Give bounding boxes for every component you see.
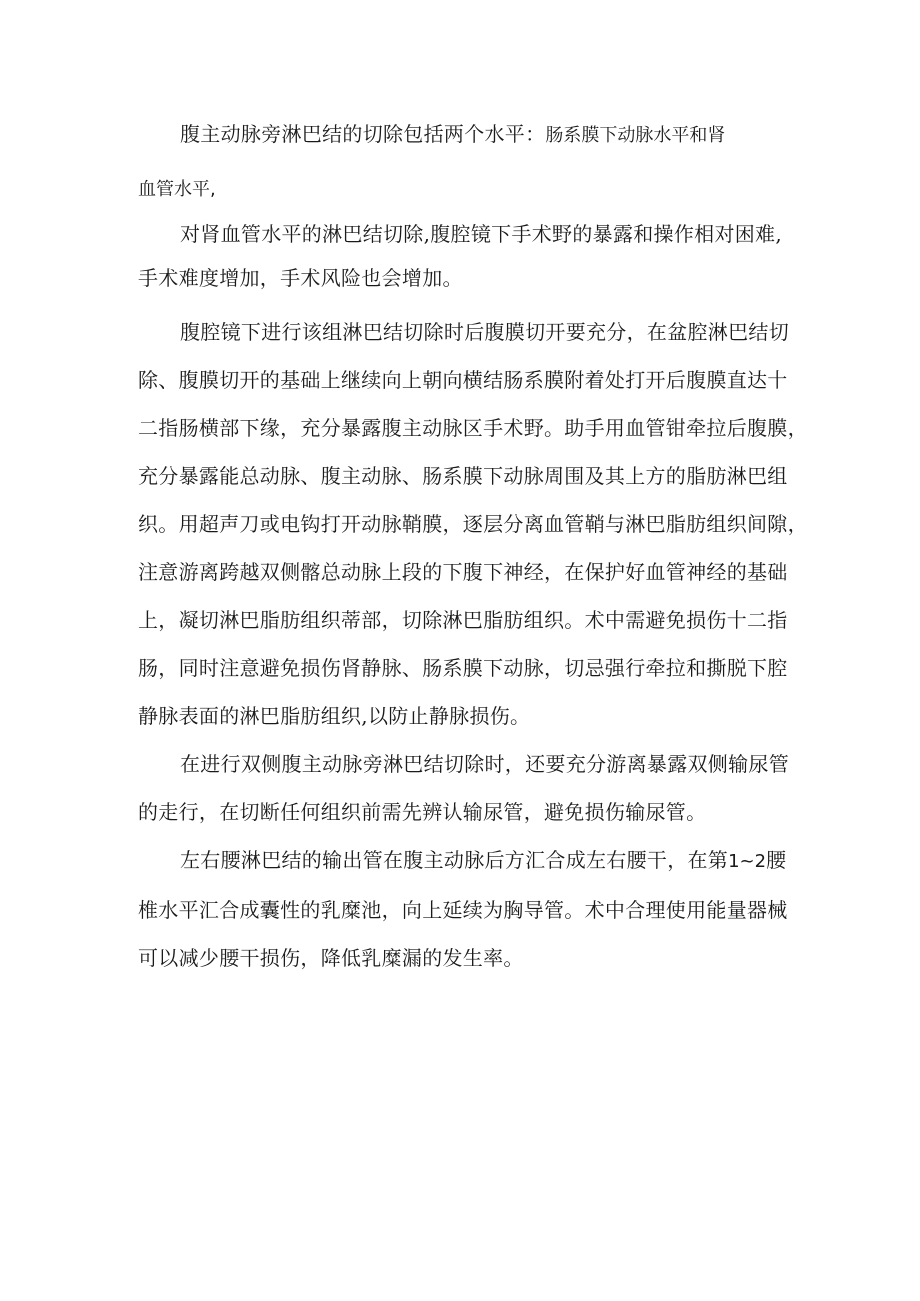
paragraph-3-line-1: 腹腔镜下进行该组淋巴结切除时后腹膜切开要充分，在盆腔淋巴结切 bbox=[180, 320, 789, 344]
paragraph-3-line-8: 肠，同时注意避免损伤肾静脉、肠系膜下动脉，切忌强行牵拉和撕脱下腔 bbox=[138, 656, 788, 680]
paragraph-3-line-2: 除、腹膜切开的基础上继续向上朝向横结肠系膜附着处打开后腹膜直达十 bbox=[138, 368, 788, 392]
paragraph-3-line-6: 注意游离跨越双侧髂总动脉上段的下腹下神经，在保护好血管神经的基础 bbox=[138, 560, 788, 584]
paragraph-3-line-3: 二指肠横部下缘，充分暴露腹主动脉区手术野。助手用血管钳牵拉后腹膜， bbox=[138, 416, 808, 440]
paragraph-5-text-a: 左右腰淋巴结的输出管在腹主动脉后方汇合成左右腰干，在第 bbox=[180, 848, 729, 872]
paragraph-1-text-b: 肠系膜下动脉水平和肾 bbox=[545, 125, 726, 146]
paragraph-3-line-7: 上，凝切淋巴脂肪组织蒂部，切除淋巴脂肪组织。术中需避免损伤十二指 bbox=[138, 608, 788, 632]
paragraph-2-line-2: 手术难度增加，手术风险也会增加。 bbox=[138, 266, 463, 290]
paragraph-3-line-4: 充分暴露能总动脉、腹主动脉、肠系膜下动脉周围及其上方的脂肪淋巴组 bbox=[138, 464, 788, 488]
paragraph-5-line-3: 可以减少腰干损伤，降低乳糜漏的发生率。 bbox=[138, 946, 524, 970]
paragraph-4-line-1: 在进行双侧腹主动脉旁淋巴结切除时，还要充分游离暴露双侧输尿管 bbox=[180, 752, 789, 776]
paragraph-1-line-2: 血管水平, bbox=[138, 179, 216, 200]
paragraph-2-line-1: 对肾血管水平的淋巴结切除,腹腔镜下手术野的暴露和操作相对困难, bbox=[180, 222, 783, 246]
paragraph-5-text-c: 腰 bbox=[766, 848, 787, 872]
paragraph-3-line-9: 静脉表面的淋巴脂肪组织,以防止静脉损伤。 bbox=[138, 704, 531, 728]
paragraph-1-line-1 bbox=[180, 122, 725, 148]
paragraph-3-line-5: 织。用超声刀或电钩打开动脉鞘膜，逐层分离血管鞘与淋巴脂肪组织间隙， bbox=[138, 512, 808, 536]
paragraph-5-line-1 bbox=[180, 848, 786, 874]
paragraph-5-text-b: 1~2 bbox=[728, 851, 767, 872]
paragraph-4-line-2: 的走行，在切断任何组织前需先辨认输尿管，避免损伤输尿管。 bbox=[138, 800, 707, 824]
paragraph-5-line-2: 椎水平汇合成囊性的乳糜池，向上延续为胸导管。术中合理使用能量器械 bbox=[138, 898, 788, 922]
paragraph-1-text-a: 腹主动脉旁淋巴结的切除包括两个水平： bbox=[180, 122, 546, 146]
